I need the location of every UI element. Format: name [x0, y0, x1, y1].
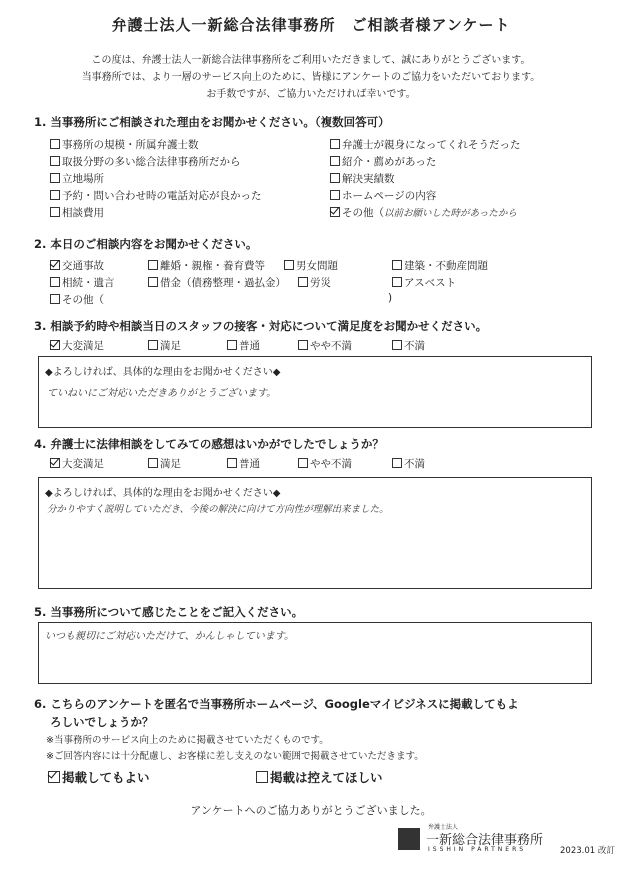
q5-comment-box[interactable]	[38, 622, 592, 684]
checkbox[interactable]	[227, 458, 237, 468]
revision-date: 2023.01 改訂	[560, 846, 615, 856]
checkbox[interactable]	[392, 340, 402, 350]
q4-option[interactable]	[298, 456, 352, 471]
option-label: 不満	[404, 458, 425, 470]
q1-left-options	[50, 137, 262, 222]
q3-option[interactable]	[227, 338, 260, 353]
q2-option[interactable]	[298, 275, 331, 290]
q6-option-ng[interactable]	[256, 768, 383, 786]
option-label: その他（	[62, 294, 104, 306]
q6-note: ※当事務所のサービス向上のために掲載させていただくものです。	[46, 735, 329, 746]
option-label: 借金（債務整理・過払金）	[160, 277, 286, 289]
option-label: 紹介・薦めがあった	[342, 156, 437, 168]
checkbox[interactable]	[227, 340, 237, 350]
handwritten-comment: 分かりやすく説明していただき、今後の解決に向けて方向性が理解出来ました。	[47, 504, 389, 515]
checkbox[interactable]	[50, 260, 60, 270]
q1-option[interactable]	[50, 137, 262, 154]
option-label: その他（	[342, 207, 384, 219]
q3-option[interactable]	[50, 338, 104, 353]
checkbox[interactable]	[298, 458, 308, 468]
q3-comment-box[interactable]	[38, 356, 592, 428]
option-label: 普通	[239, 340, 260, 352]
option-label: 離婚・親権・養育費等	[160, 260, 265, 272]
checkbox[interactable]	[330, 190, 340, 200]
q1-option[interactable]	[50, 171, 262, 188]
q2-option[interactable]	[392, 275, 456, 290]
option-label: 解決実績数	[342, 173, 395, 185]
q2-other-close: )	[388, 292, 393, 304]
q6-note: ※ご回答内容には十分配慮し、お客様に差し支えのない範囲で掲載させていただきます。	[46, 751, 424, 762]
checkbox[interactable]	[330, 139, 340, 149]
option-label: 不満	[404, 340, 425, 352]
q4-option[interactable]	[148, 456, 181, 471]
checkbox[interactable]	[50, 340, 60, 350]
checkbox[interactable]	[298, 340, 308, 350]
option-label: 普通	[239, 458, 260, 470]
handwritten-answer: 以前お願いした時があったから	[384, 208, 517, 219]
q2-option-other[interactable]	[50, 292, 104, 307]
q4-option[interactable]	[50, 456, 104, 471]
option-label: 大変満足	[62, 458, 104, 470]
option-label: 満足	[160, 340, 181, 352]
checkbox[interactable]	[50, 294, 60, 304]
option-label: 予約・問い合わせ時の電話対応が良かった	[62, 190, 262, 202]
checkbox[interactable]	[330, 173, 340, 183]
checkbox[interactable]	[50, 156, 60, 166]
q1-option[interactable]	[330, 137, 521, 154]
checkbox[interactable]	[48, 771, 60, 783]
q1-option[interactable]	[330, 171, 521, 188]
checkbox[interactable]	[50, 277, 60, 287]
option-label: 交通事故	[62, 260, 104, 272]
q4-comment-box[interactable]	[38, 477, 592, 589]
q2-option[interactable]	[148, 258, 265, 273]
checkbox[interactable]	[148, 458, 158, 468]
q6-label-line2: ろしいでしょうか？	[50, 715, 154, 729]
page-title: 弁護士法人一新総合法律事務所 ご相談者様アンケート	[111, 16, 511, 34]
option-label: やや不満	[310, 458, 352, 470]
option-label: 大変満足	[62, 340, 104, 352]
option-label: 掲載は控えてほしい	[270, 770, 383, 785]
checkbox[interactable]	[50, 173, 60, 183]
q2-option[interactable]	[50, 258, 104, 273]
logo-small-text: 弁護士法人	[428, 824, 459, 831]
option-label: 取扱分野の多い総合法律事務所だから	[62, 156, 241, 168]
checkbox[interactable]	[330, 156, 340, 166]
option-label: 満足	[160, 458, 181, 470]
q4-label: 4. 弁護士に法律相談をしてみての感想はいかがでしたでしょうか？	[34, 437, 384, 451]
q1-option[interactable]	[50, 154, 262, 171]
checkbox[interactable]	[148, 277, 158, 287]
q3-option[interactable]	[392, 338, 425, 353]
q2-option[interactable]	[284, 258, 338, 273]
checkbox[interactable]	[50, 207, 60, 217]
q1-option[interactable]	[50, 188, 262, 205]
checkbox[interactable]	[256, 771, 268, 783]
option-label: 労災	[310, 277, 331, 289]
q1-label: 1. 当事務所にご相談された理由をお聞かせください。（複数回答可）	[34, 115, 390, 129]
checkbox[interactable]	[50, 139, 60, 149]
q3-label: 3. 相談予約時や相談当日のスタッフの接客・対応について満足度をお聞かせください。	[34, 319, 488, 333]
intro-line: お手数ですが、ご協力いただければ幸いです。	[206, 89, 416, 100]
checkbox[interactable]	[284, 260, 294, 270]
q2-option[interactable]	[148, 275, 286, 290]
comment-header: ◆よろしければ、具体的な理由をお聞かせください◆	[45, 367, 281, 378]
q6-option-ok[interactable]	[48, 768, 150, 786]
q6-label-line1: 6. こちらのアンケートを匿名で当事務所ホームページ、Googleマイビジネスに掲載してもよ	[34, 697, 519, 711]
comment-header: ◆よろしければ、具体的な理由をお聞かせください◆	[45, 488, 281, 499]
logo-english: ISSHIN PARTNERS	[428, 846, 527, 853]
checkbox[interactable]	[392, 458, 402, 468]
checkbox[interactable]	[148, 260, 158, 270]
option-label: 建築・不動産問題	[404, 260, 488, 272]
q1-option-other[interactable]	[330, 205, 521, 222]
option-label: 相談費用	[62, 207, 104, 219]
option-label: ホームページの内容	[342, 190, 437, 202]
q1-option[interactable]	[50, 205, 262, 222]
checkbox[interactable]	[392, 260, 402, 270]
q3-option[interactable]	[148, 338, 181, 353]
q3-option[interactable]	[298, 338, 352, 353]
q2-option[interactable]	[50, 275, 115, 290]
q4-option[interactable]	[392, 456, 425, 471]
q4-option[interactable]	[227, 456, 260, 471]
q1-right-options	[330, 137, 521, 222]
intro-text	[0, 52, 622, 103]
logo-mark-icon	[398, 828, 420, 850]
checkbox[interactable]	[392, 277, 402, 287]
option-label: やや不満	[310, 340, 352, 352]
checkbox[interactable]	[330, 207, 340, 217]
checkbox[interactable]	[50, 190, 60, 200]
option-label: 弁護士が親身になってくれそうだった	[342, 139, 521, 151]
q1-option[interactable]	[330, 188, 521, 205]
q1-option[interactable]	[330, 154, 521, 171]
option-label: 事務所の規模・所属弁護士数	[62, 139, 199, 151]
checkbox[interactable]	[298, 277, 308, 287]
q2-label: 2. 本日のご相談内容をお聞かせください。	[34, 237, 258, 251]
checkbox[interactable]	[148, 340, 158, 350]
option-label: 相続・遺言	[62, 277, 115, 289]
option-label: 掲載してもよい	[62, 770, 150, 785]
intro-line: この度は、弁護士法人一新総合法律事務所をご利用いただきまして、誠にありがとうございます。	[91, 55, 531, 66]
option-label: 男女問題	[296, 260, 338, 272]
footer-thanks: アンケートへのご協力ありがとうございました。	[190, 804, 432, 817]
option-label: アスベスト	[404, 277, 457, 289]
intro-line: 当事務所では、より一層のサービス向上のために、皆様にアンケートのご協力をいただいております。	[81, 72, 541, 83]
q2-option[interactable]	[392, 258, 488, 273]
q5-label: 5. 当事務所について感じたことをご記入ください。	[34, 605, 304, 619]
checkbox[interactable]	[50, 458, 60, 468]
handwritten-comment: ていねいにご対応いただきありがとうございます。	[47, 388, 277, 399]
option-label: 立地場所	[62, 173, 104, 185]
logo-name: 一新総合法律事務所	[426, 833, 544, 848]
handwritten-comment: いつも親切にご対応いただけて、かんしゃしています。	[45, 631, 294, 642]
